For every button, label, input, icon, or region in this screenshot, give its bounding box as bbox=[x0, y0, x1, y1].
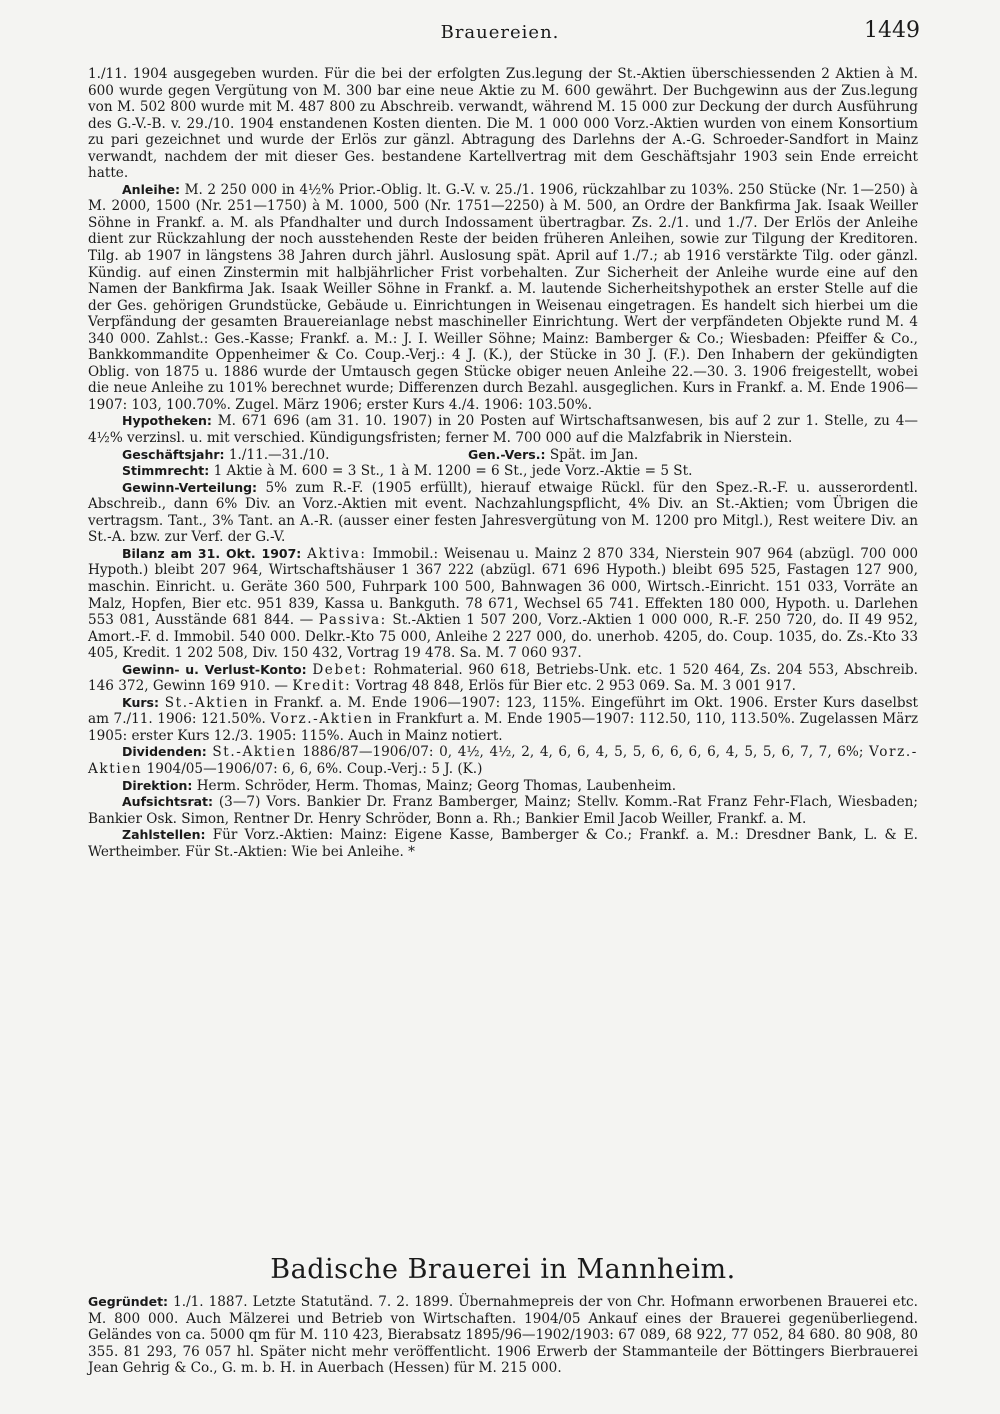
guv-section bbox=[88, 662, 918, 695]
anleihe-label: Anleihe: bbox=[122, 181, 180, 197]
geschaeftsjahr-label: Geschäftsjahr: bbox=[122, 446, 225, 462]
kurs-st-label: St.-Aktien bbox=[164, 694, 250, 711]
anleihe-text: M. 2 250 000 in 4½% Prior.-Oblig. lt. G.-V. v. 25./1. 1906, rückzahlbar zu 103%. 250 Stücke (Nr. 1—250) à M. 2000, 1500 (Nr. 251—1750) à M. 1000, 500 (Nr. 1751—2250) à M. 500, an Ordre der Bankfirma Jak. Isaak Weiller Söhne in Frankf. a. M. als Pfandhalter und durch Indossament übertragbar. Zs. 2./1. und 1./7. Der Erlös der Anleihe dient zur Rückzahlung der noch ausstehenden Reste der beiden früheren Anleihen, sowie zur Tilgung der Kreditoren. Tilg. ab 1907 in längstens 38 Jahren durch jährl. Auslosung spät. April auf 1./7.; ab 1916 verstärkte Tilg. oder gänzl. Kündig. auf einen Zinstermin mit halbjährlicher Frist vorbehalten. Zur Sicherheit der Anleihe wurde eine auf den Namen der Bankfirma Jak. Isaak Weiller Söhne in Frankf. a. M. lautende Sicherheitshypothek an erster Stelle auf die der Ges. gehörigen Grundstücke, Gebäude u. Einrichtungen in Weisenau eingetragen. Es handelt sich hierbei um die Verpfändung der gesamten Brauereianlage nebst maschineller Einrichtung. Wert der verpfändeten Objekte rund M. 4 340 000. Zahlst.: Ges.-Kasse; Frankf. a. M.: J. I. Weiller Söhne; Mainz: Bamberger & Co.; Wiesbaden: Pfeiffer & Co., Bankkommandite Oppenheimer & Co. Coup.-Verj.: 4 J. (K.), der Stücke in 30 J. (F.). Den Inhabern der gekündigten Oblig. von 1875 u. 1886 wurde der Umtausch gegen Stücke obiger neuen Anleihe 22.—30. 3. 1906 freigestellt, wobei die neue Anleihe zu 101% berechnet wurde; Differenzen durch Bezahl. ausgeglichen. Kurs in Frankf. a. M. Ende 1906—1907: 103, 100.70%. Zugel. März 1906; erster Kurs 4./4. 1906: 103.50%. bbox=[88, 181, 918, 413]
guv-kredit-text: Vortrag 48 848, Erlös für Bier etc. 2 953 069. Sa. M. 3 001 917. bbox=[355, 678, 797, 695]
guv-label: Gewinn- u. Verlust-Konto: bbox=[122, 661, 307, 677]
direktion-section bbox=[88, 778, 918, 795]
kurs-vorz-label: Vorz.-Aktien bbox=[270, 711, 374, 728]
gegruendet-text: 1./1. 1887. Letzte Statutänd. 7. 2. 1899. Übernahmepreis der von Chr. Hofmann erworbenen Brauerei etc. M. 800 000. Auch Mälzerei und Betrieb von Wirtschaften. 1904/05 Ankauf eines der Brauerei gegenüberliegend. Geländes von ca. 5000 qm für M. 110 423, Bierabsatz 1895/96—1902/1903: 67 089, 68 922, 77 052, 84 680. 80 908, 80 355. 81 293, 76 057 hl. Später nicht mehr veröffentlicht. 1906 Erwerb der Stammanteile der Böttingers Bierbrauerei Jean Gehrig & Co., G. m. b. H. in Auerbach (Hessen) für M. 215 000. bbox=[88, 1294, 918, 1377]
company-title: Badische Brauerei in Mannheim. bbox=[270, 1254, 736, 1285]
aufsichtsrat-text: (3—7) Vors. Bankier Dr. Franz Bamberger, Mainz; Stellv. Komm.-Rat Franz Fehr-Flach, Wiesbaden; Bankier Osk. Simon, Rentner Dr. Henry Schröder, Bonn a. Rh.; Bankier Emil Jacob Weiller, Frankf. a. M. bbox=[88, 794, 918, 827]
geschaeftsjahr-genvers-line bbox=[88, 447, 918, 464]
kurs-st-text: in Frankf. a. M. Ende 1906—1907: 123, 115%. Eingeführt im Okt. 1906. Erster Kurs daselbst am 7./11. 1906: 121.50%. bbox=[88, 694, 919, 728]
second-company-content bbox=[88, 1294, 918, 1377]
running-title: Brauereien. bbox=[440, 22, 560, 43]
bilanz-aktiva-label: Aktiva: bbox=[307, 545, 367, 562]
gegruendet-section bbox=[88, 1294, 918, 1377]
bilanz-label: Bilanz am 31. Okt. 1907: bbox=[122, 545, 302, 561]
aufsichtsrat-section bbox=[88, 794, 918, 827]
stimmrecht-label: Stimmrecht: bbox=[122, 463, 210, 479]
main-content bbox=[88, 66, 918, 860]
intro-paragraph: 1./11. 1904 ausgegeben wurden. Für die bei der erfolgten Zus.legung der St.-Aktien überschiessenden 2 Aktien à M. 600 wurde gegen Vergütung von M. 300 bar eine neue Aktie zu M. 600 gewährt. Der Buchgewinn aus der Zus.legung von M. 502 800 wurde mit M. 487 800 zu Abschreib. verwandt, während M. 15 000 zur Deckung der durch Ausführung des G.-V.-B. v. 29./10. 1904 enstandenen Kosten dienten. Die M. 1 000 000 Vorz.-Aktien wurden von einem Konsortium zu pari gezeichnet und wurde der Erlös zur gänzl. Abtragung des Darlehns der A.-G. Schroeder-Sandfort in Mainz verwandt, nachdem der mit dieser Ges. bestandene Kartellvertrag mit dem Geschäftsjahr 1903 sein Ende erreicht hatte. bbox=[88, 66, 918, 182]
genvers-text: Spät. im Jan. bbox=[549, 446, 639, 463]
kurs-section bbox=[88, 695, 918, 745]
guv-debet-label: Debet: bbox=[312, 661, 368, 678]
bilanz-passiva-label: Passiva: bbox=[318, 612, 387, 629]
dividenden-section bbox=[88, 744, 918, 777]
dividenden-st-text: 1886/87—1906/07: 0, 4½, 4½, 2, 4, 6, 6, 4, 5, 5, 6, 6, 6, 6, 4, 5, 5, 6, 7, 7, 6%; bbox=[302, 744, 864, 761]
stimmrecht-text: 1 Aktie à M. 600 = 3 St., 1 à M. 1200 = 6 St., jede Vorz.-Aktie = 5 St. bbox=[213, 463, 693, 480]
geschaeftsjahr-text: 1./11.—31./10. bbox=[228, 446, 330, 463]
anleihe-section bbox=[88, 182, 918, 414]
kurs-vorz-text: in Frankfurt a. M. Ende 1905—1907: 112.50, 110, 113.50%. Zugelassen März 1905: erster Kurs 12./3. 1905: 115%. Auch in Mainz notiert. bbox=[88, 711, 918, 744]
kurs-label: Kurs: bbox=[122, 694, 159, 710]
genvers-section bbox=[468, 447, 918, 464]
stimmrecht-section bbox=[88, 463, 918, 480]
guv-debet-text: Rohmaterial. 960 618, Betriebs-Unk. etc. 1 520 464, Zs. 204 553, Abschreib. 146 372, Gewinn 169 910. — bbox=[88, 661, 919, 695]
aufsichtsrat-label: Aufsichtsrat: bbox=[122, 794, 214, 810]
direktion-text: Herm. Schröder, Herm. Thomas, Mainz; Georg Thomas, Laubenheim. bbox=[196, 777, 677, 794]
gegruendet-label: Gegründet: bbox=[88, 1294, 169, 1309]
guv-kredit-label: Kredit: bbox=[292, 678, 352, 695]
bilanz-section bbox=[88, 546, 918, 662]
gewinnverteilung-section bbox=[88, 480, 918, 546]
direktion-label: Direktion: bbox=[122, 777, 193, 793]
hypotheken-section bbox=[88, 413, 918, 446]
page-number: 1449 bbox=[864, 18, 920, 43]
genvers-label: Gen.-Vers.: bbox=[468, 446, 546, 462]
dividenden-vorz-text: 1904/05—1906/07: 6, 6, 6%. Coup.-Verj.: 5 J. (K.) bbox=[146, 760, 483, 777]
hypotheken-text: M. 671 696 (am 31. 10. 1907) in 20 Posten auf Wirtschaftsanwesen, bis auf 2 zur 1. Stelle, zu 4—4½% verzinsl. u. mit verschied. Kündigungsfristen; ferner M. 700 000 auf die Malzfabrik in Nierstein. bbox=[88, 413, 918, 447]
hypotheken-label: Hypotheken: bbox=[122, 413, 212, 429]
gewinnverteilung-label: Gewinn-Verteilung: bbox=[122, 479, 258, 495]
bilanz-aktiva-text: Immobil.: Weisenau u. Mainz 2 870 334, Nierstein 907 964 (abzügl. 700 000 Hypoth.) bleibt 207 964, Wirtschaftshäuser 1 367 222 (abzügl. 671 696 Hypoth.) bleibt 695 525, Fastagen 127 900, maschin. Einricht. u. Geräte 360 500, Fuhrpark 100 500, Bahnwagen 36 000, Wirtsch.-Einricht. 151 033, Vorräte an Malz, Hopfen, Bier etc. 951 839, Kassa u. Bankguth. 78 671, Wechsel 65 741. Effekten 180 000, Hypoth. u. Darlehen 553 081, Ausstände 681 844. — bbox=[88, 545, 919, 629]
zahlstellen-section bbox=[88, 827, 918, 860]
gewinnverteilung-text: 5% zum R.-F. (1905 erfüllt), hierauf etwaige Rückl. für den Spez.-R.-F. u. ausserordentl. Abschreib., dann 6% Div. an Vorz.-Aktien mit event. Nachzahlungspflicht, 4% Div. an St.-Aktien; vom Übrigen die vertragsm. Tant., 3% Tant. an A.-R. (ausser einer festen Jahresvergütung von M. 1200 pro Mitgl.), Rest weitere Div. an St.-A. bzw. zur Verf. der G.-V. bbox=[88, 479, 919, 546]
zahlstellen-text: Für Vorz.-Aktien: Mainz: Eigene Kasse, Bamberger & Co.; Frankf. a. M.: Dresdner Bank, L. & E. Wertheimber. Für St.-Aktien: Wie bei Anleihe. * bbox=[88, 827, 918, 860]
dividenden-label: Dividenden: bbox=[122, 744, 207, 760]
geschaeftsjahr-section bbox=[88, 447, 468, 464]
zahlstellen-label: Zahlstellen: bbox=[122, 827, 206, 843]
bilanz-passiva-text: St.-Aktien 1 507 200, Vorz.-Aktien 1 000 000, R.-F. 250 720, do. II 49 952, Amort.-F. d. Immobil. 540 000. Delkr.-Kto 75 000, Anleihe 2 227 000, do. unerhob. 4205, do. Coup. 1035, do. Zs.-Kto 33 405, Kredit. 1 202 508, Div. 150 432, Vortrag 19 478. Sa. M. 7 060 937. bbox=[88, 612, 918, 662]
running-head bbox=[0, 18, 1000, 46]
dividenden-vorz-label: Vorz.-Aktien bbox=[88, 744, 918, 777]
dividenden-st-label: St.-Aktien bbox=[212, 744, 297, 761]
